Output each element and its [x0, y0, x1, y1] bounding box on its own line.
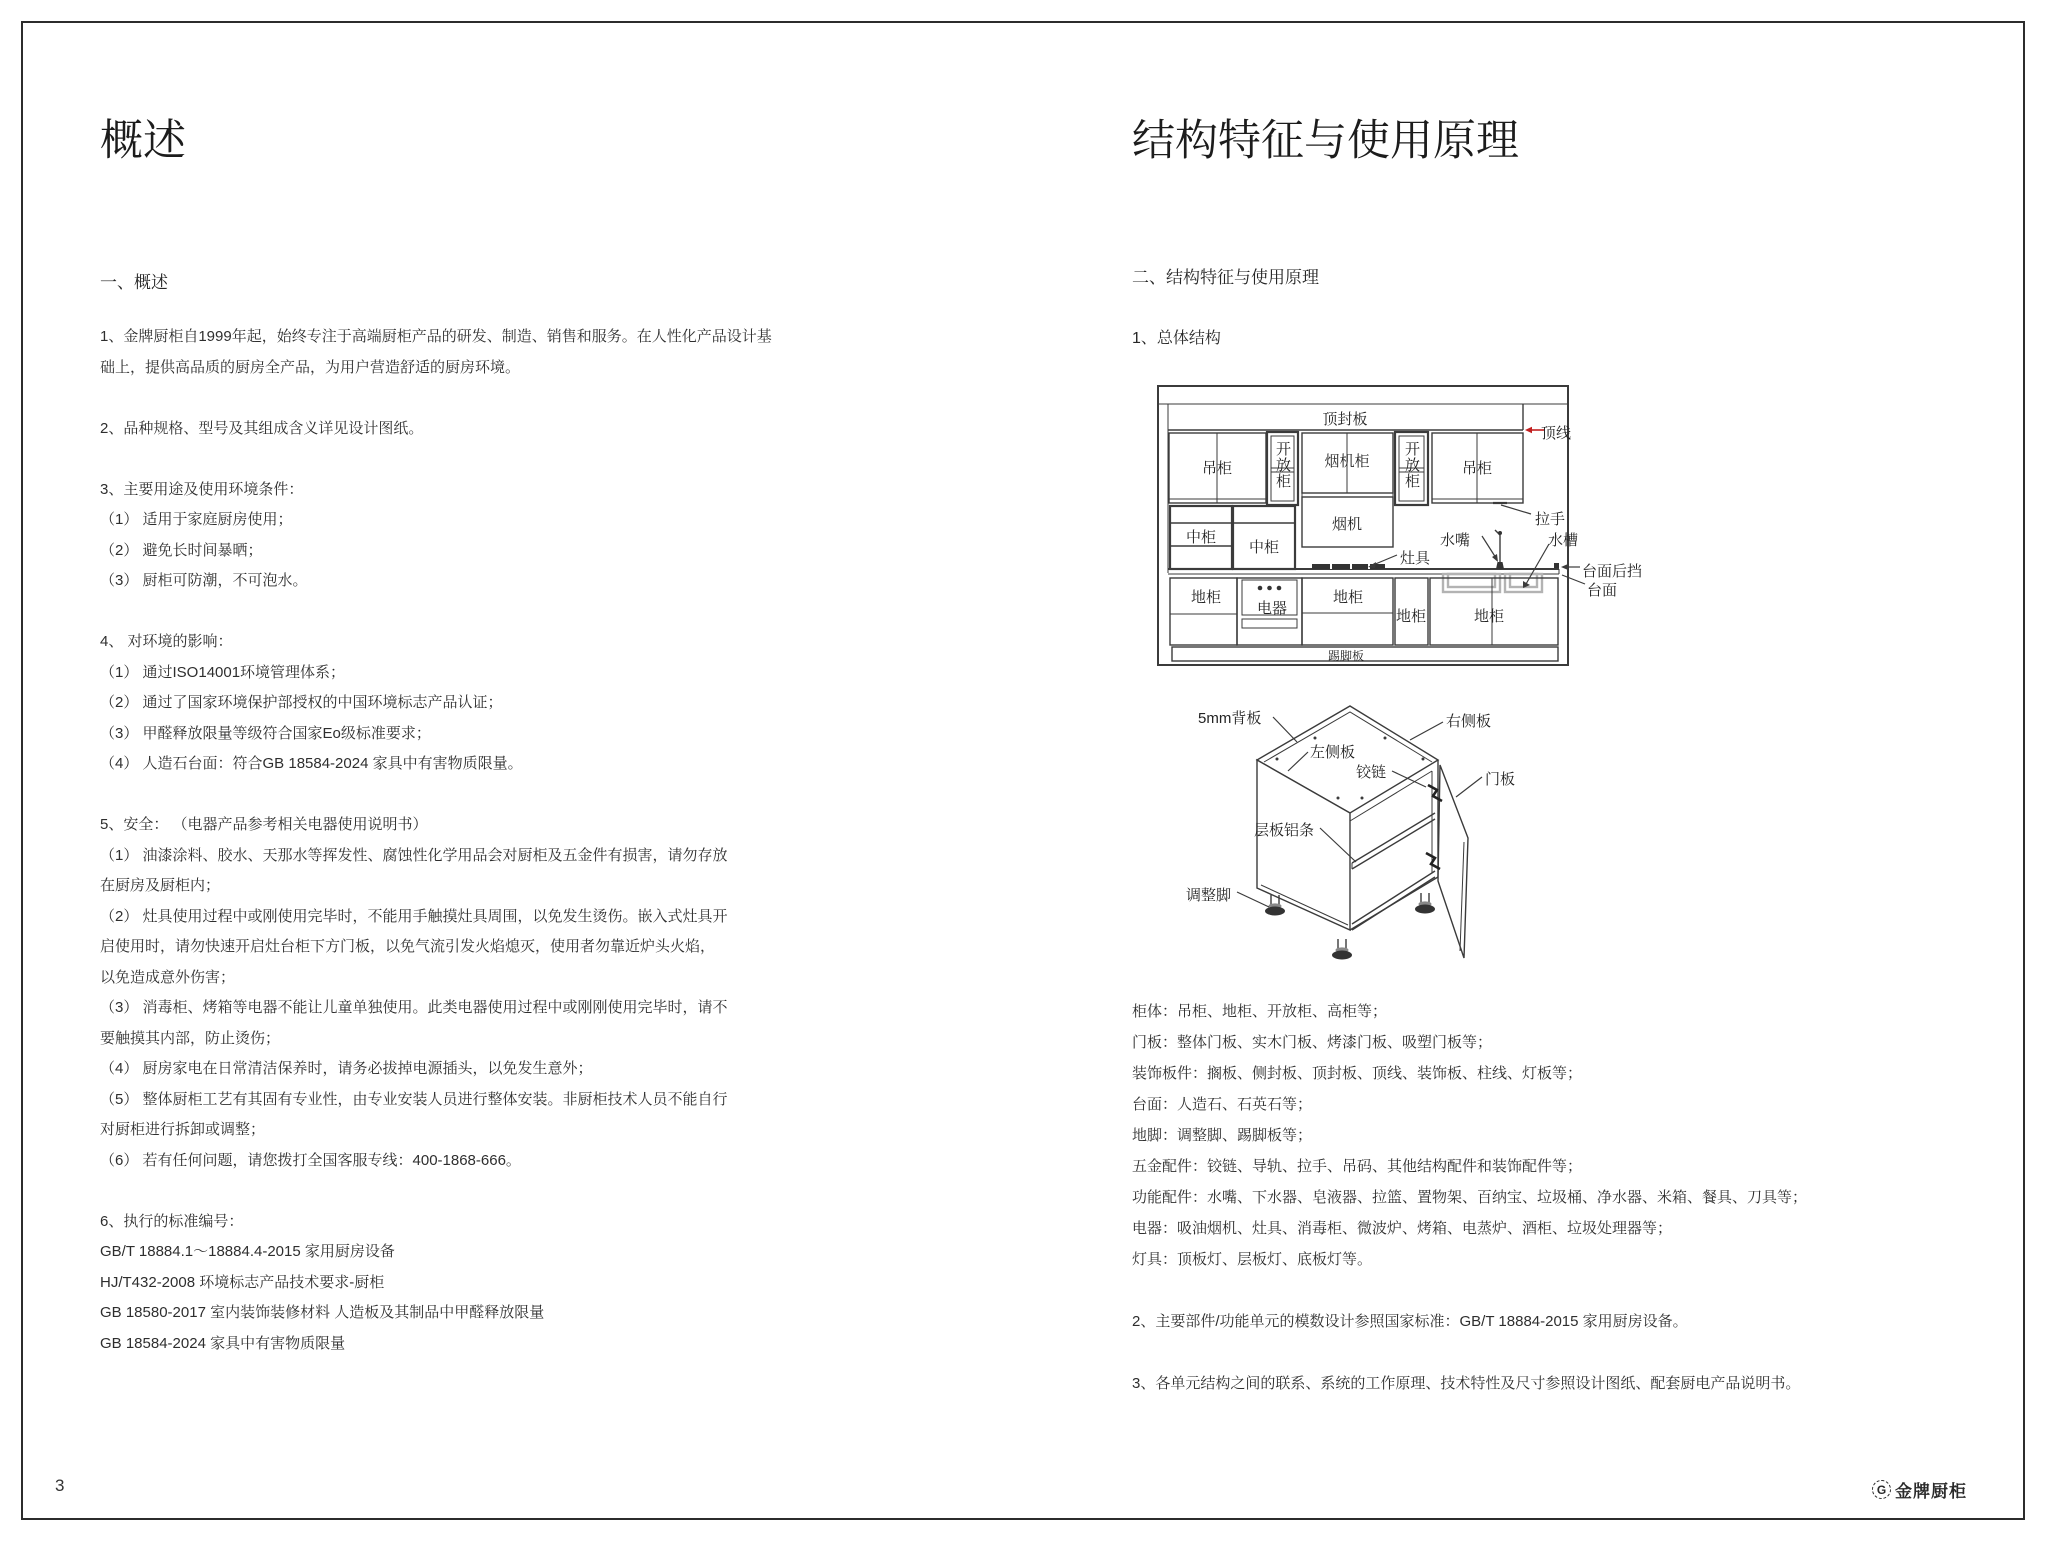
text-line: （3） 消毒柜、烤箱等电器不能让儿童单独使用。此类电器使用过程中或刚刚使用完毕时，请不 [100, 999, 728, 1016]
text-line [100, 383, 800, 414]
text-line: （3） 厨柜可防潮，不可泡水。 [100, 572, 308, 589]
text-line: 2、品种规格、型号及其组成含义详见设计图纸。 [100, 419, 424, 437]
text-line: （6） 若有任何问题，请您拨打全国客服专线：400-1868-666。 [100, 1151, 521, 1169]
door-panel-shape [1438, 765, 1468, 958]
text-line: GB 18580-2017 室内装饰装修材料 人造板及其制品中甲醛释放限量 [100, 1304, 545, 1321]
left-body-text [100, 322, 800, 1359]
label-handle: 拉手 [1535, 511, 1566, 528]
text-line: 装饰板件：搁板、侧封板、顶封板、顶线、装饰板、柱线、灯板等； [1132, 1065, 1583, 1082]
text-line: 地脚：调整脚、踢脚板等； [1132, 1127, 1313, 1144]
right-body-text [1132, 996, 1992, 1399]
text-line [1132, 1337, 1992, 1368]
right-page-title: 结构特征与使用原理 [1132, 117, 1519, 165]
text-line: 对厨柜进行拆卸或调整； [100, 1121, 266, 1138]
text-line: 5、安全： （电器产品参考相关电器使用说明书） [100, 816, 428, 833]
text-line: （1） 通过ISO14001环境管理体系； [100, 663, 346, 681]
text-line: 灯具：顶板灯、层板灯、底板灯等。 [1132, 1251, 1373, 1268]
right-section-heading: 二、结构特征与使用原理 [1132, 268, 1319, 287]
left-page-title: 概述 [100, 117, 186, 165]
label-faucet: 水嘴 [1440, 532, 1471, 549]
text-line [100, 780, 800, 811]
text-line: （2） 避免长时间暴晒； [100, 541, 263, 559]
label-top-seal-board: 顶封板 [1322, 411, 1368, 428]
text-line: （1） 油漆涂料、胶水、天那水等挥发性、腐蚀性化学用品会对厨柜及五金件有损害，请勿存放 [100, 846, 728, 864]
kitchen-elevation-diagram [1155, 383, 1655, 673]
text-line: 3、各单元结构之间的联系、系统的工作原理、技术特性及尺寸参照设计图纸、配套厨电产品说明书。 [1132, 1375, 1801, 1392]
page-number: 3 [55, 1476, 65, 1495]
label-base-cabinet-1: 地柜 [1190, 589, 1221, 606]
text-line: 以免造成意外伤害； [100, 968, 236, 986]
text-line [1132, 1275, 1992, 1306]
label-base-cabinet-2: 地柜 [1332, 589, 1363, 606]
label-countertop: 台面 [1587, 582, 1618, 599]
text-line: GB 18584-2024 家具中有害物质限量 [100, 1334, 346, 1352]
text-line [100, 444, 800, 475]
label-base-cabinet-3: 地柜 [1395, 608, 1426, 625]
base-cabinet-isometric-diagram [1180, 695, 1660, 1005]
label-mid-cabinet-right: 中柜 [1248, 539, 1279, 556]
label-wall-cabinet-left: 吊柜 [1201, 460, 1232, 477]
label-right-side-panel: 右侧板 [1446, 713, 1492, 730]
text-line: 台面：人造石、石英石等； [1132, 1096, 1313, 1113]
text-line: 6、执行的标准编号： [100, 1212, 244, 1230]
label-hood-cabinet: 烟机柜 [1324, 453, 1370, 470]
brand-name: 金牌厨柜 [1895, 1482, 1967, 1501]
label-shelf-strip: 层板铝条 [1254, 822, 1315, 839]
label-wall-cabinet-right: 吊柜 [1461, 460, 1492, 477]
text-line: 础上，提供高品质的厨房全产品，为用户营造舒适的厨房环境。 [100, 358, 521, 376]
label-kick-board: 踢脚板 [1327, 649, 1364, 663]
label-sink: 水槽 [1548, 532, 1579, 549]
label-hinge: 铰链 [1356, 764, 1387, 781]
label-open-cabinet-right: 开放柜 [1403, 441, 1420, 489]
text-line: 在厨房及厨柜内； [100, 877, 221, 894]
text-line: 柜体：吊柜、地柜、开放柜、高柜等； [1132, 1003, 1388, 1020]
label-left-side-panel: 左侧板 [1310, 744, 1356, 761]
text-line: 启使用时，请勿快速开启灶台柜下方门板，以免气流引发火焰熄灭，使用者勿靠近炉头火焰， [100, 938, 716, 955]
text-line: 功能配件：水嘴、下水器、皂液器、拉篮、置物架、百纳宝、垃圾桶、净水器、米箱、餐具、刀具等； [1132, 1189, 1808, 1206]
text-line: （4） 人造石台面：符合GB 18584-2024 家具中有害物质限量。 [100, 755, 523, 772]
label-mid-cabinet-left: 中柜 [1185, 529, 1216, 546]
text-line: 3、主要用途及使用环境条件： [100, 480, 304, 498]
text-line: GB/T 18884.1～18884.4-2015 家用厨房设备 [100, 1243, 395, 1260]
text-line: 4、 对环境的影响： [100, 633, 233, 650]
label-open-cabinet-left: 开放柜 [1274, 441, 1291, 489]
base-cabinet-drawing [1180, 695, 1660, 1005]
label-adjust-feet: 调整脚 [1186, 887, 1232, 904]
text-line [100, 1176, 800, 1207]
text-line [100, 597, 800, 628]
text-line: （1） 适用于家庭厨房使用； [100, 511, 293, 528]
left-section-heading: 一、概述 [100, 273, 168, 292]
text-line: （2） 通过了国家环境保护部授权的中国环境标志产品认证； [100, 694, 503, 711]
text-line: 电器：吸油烟机、灶具、消毒柜、微波炉、烤箱、电蒸炉、酒柜、垃圾处理器等； [1132, 1220, 1673, 1237]
label-base-cabinet-4: 地柜 [1473, 608, 1504, 625]
text-line: 要触摸其内部，防止烫伤； [100, 1029, 281, 1047]
text-line: 门板：整体门板、实木门板、烤漆门板、吸塑门板等； [1132, 1034, 1493, 1051]
text-line: （3） 甲醛释放限量等级符合国家Eo级标准要求； [100, 724, 431, 742]
text-line: （2） 灶具使用过程中或刚使用完毕时，不能用手触摸灶具周围，以免发生烫伤。嵌入式灶具开 [100, 907, 728, 925]
brand-logo [1872, 1477, 1967, 1502]
label-back-panel: 5mm背板 [1198, 710, 1262, 727]
brand-g-icon: G [1872, 1480, 1891, 1499]
text-line: 五金配件：铰链、导轨、拉手、吊码、其他结构配件和装饰配件等； [1132, 1158, 1583, 1175]
label-door-panel: 门板 [1485, 771, 1516, 788]
label-hood: 烟机 [1331, 516, 1362, 533]
label-top-line: 顶线 [1541, 425, 1572, 442]
text-line: （4） 厨房家电在日常清洁保养时，请务必拔掉电源插头，以免发生意外； [100, 1060, 593, 1077]
text-line: 1、金牌厨柜自1999年起，始终专注于高端厨柜产品的研发、制造、销售和服务。在人性化产品设计基 [100, 328, 772, 345]
label-counter-back: 台面后挡 [1582, 563, 1643, 580]
text-line: 2、主要部件/功能单元的模数设计参照国家标准：GB/T 18884-2015 家用厨房设备。 [1132, 1313, 1688, 1330]
label-appliance: 电器 [1256, 600, 1287, 617]
text-line: HJ/T432-2008 环境标志产品技术要求-厨柜 [100, 1273, 385, 1291]
label-cooktop: 灶具 [1400, 550, 1431, 567]
right-sub-heading: 1、总体结构 [1132, 330, 1221, 347]
text-line: （5） 整体厨柜工艺有其固有专业性，由专业安装人员进行整体安装。非厨柜技术人员不能自行 [100, 1090, 728, 1108]
